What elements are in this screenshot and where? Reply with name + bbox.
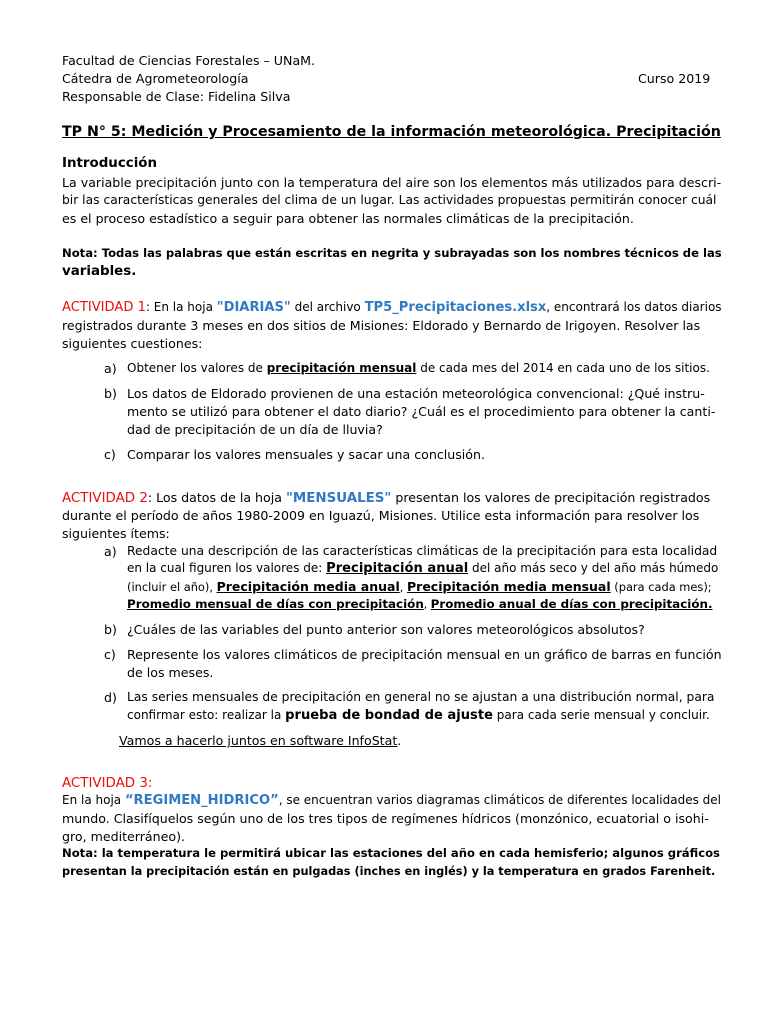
header-faculty: Facultad de Ciencias Forestales – UNaM. bbox=[62, 53, 316, 68]
act3-line-1: En la hoja “REGIMEN_HIDRICO”, se encuentran varios diagramas climáticos de diferentes localidades del bbox=[62, 793, 722, 808]
act1-c-label: c) bbox=[104, 447, 116, 462]
act1-b-line-2: mento se utilizó para obtener el dato diario? ¿Cuál es el procedimiento para obtener la canti- bbox=[127, 404, 716, 419]
infostat-note: Vamos a hacerlo juntos en software InfoStat. bbox=[119, 733, 402, 748]
nota-1-line-1: Nota: Todas las palabras que están escritas en negrita y subrayadas son los nombres técnicos de las bbox=[62, 246, 722, 260]
term-prueba-bondad-ajuste: prueba de bondad de ajuste bbox=[285, 708, 493, 723]
intro-line-3: es el proceso estadístico a seguir para obtener las normales climáticas de la precipitación. bbox=[62, 211, 634, 226]
act1-a-text: Obtener los valores de precipitación mensual de cada mes del 2014 en cada uno de los sitios. bbox=[127, 361, 710, 375]
act2-line-2: durante el período de años 1980-2009 en Iguazú, Misiones. Utilice esta información para resolver los bbox=[62, 508, 700, 523]
term-precipitacion-media-anual: Precipitación media anual bbox=[216, 579, 400, 594]
act1-line-3: siguientes cuestiones: bbox=[62, 336, 203, 351]
intro-line-2: bir las características generales del clima de un lugar. Las actividades propuestas permitirán conocer cuál bbox=[62, 193, 717, 207]
header-responsible: Responsable de Clase: Fidelina Silva bbox=[62, 89, 291, 104]
intro-line-1: La variable precipitación junto con la temperatura del aire son los elementos más utilizados para descri- bbox=[62, 175, 722, 190]
act2-sheet-name: "MENSUALES" bbox=[285, 491, 392, 506]
act1-b-label: b) bbox=[104, 386, 117, 401]
term-promedio-mensual-dias: Promedio mensual de días con precipitación bbox=[127, 597, 424, 611]
act2-d-line-2: confirmar esto: realizar la prueba de bondad de ajuste para cada serie mensual y concluir. bbox=[127, 708, 710, 723]
act2-a-line-2: en la cual figuren los valores de: Precipitación anual del año más seco y del año más húmedo bbox=[127, 561, 719, 576]
act2-b-text: ¿Cuáles de las variables del punto anterior son valores meteorológicos absolutos? bbox=[127, 622, 645, 637]
act3-line-3: gro, mediterráneo). bbox=[62, 829, 186, 844]
act3-heading: ACTIVIDAD 3: bbox=[62, 776, 153, 791]
act3-sheet-name: “REGIMEN_HIDRICO” bbox=[124, 793, 279, 808]
term-precipitacion-anual: Precipitación anual bbox=[326, 561, 469, 576]
act2-d-label: d) bbox=[104, 690, 117, 705]
intro-heading: Introducción bbox=[62, 156, 158, 171]
nota-1-line-2: variables. bbox=[62, 264, 137, 279]
act1-line-2: registrados durante 3 meses en dos sitios de Misiones: Eldorado y Bernardo de Irigoyen. Resolver las bbox=[62, 318, 701, 333]
act1-c-text: Comparar los valores mensuales y sacar una conclusión. bbox=[127, 447, 485, 462]
act1-a-label: a) bbox=[104, 361, 117, 376]
act2-a-line-3: (incluir el año), Precipitación media anual, Precipitación media mensual (para cada mes); bbox=[127, 579, 712, 594]
header-course: Curso 2019 bbox=[638, 71, 711, 86]
act3-nota-line-2: presentan la precipitación están en pulgadas (inches en inglés) y la temperatura en grados Farenheit. bbox=[62, 865, 716, 878]
page-title: TP N° 5: Medición y Procesamiento de la información meteorológica. Precipitación bbox=[62, 124, 721, 140]
act2-line-3: siguientes ítems: bbox=[62, 526, 170, 541]
act2-b-label: b) bbox=[104, 622, 117, 637]
term-precipitacion-media-mensual: Precipitación media mensual bbox=[407, 579, 611, 594]
act1-label: ACTIVIDAD 1 bbox=[62, 300, 146, 315]
term-precipitacion-mensual: precipitación mensual bbox=[266, 361, 417, 375]
act1-b-line-3: dad de precipitación de un día de lluvia? bbox=[127, 422, 383, 437]
act3-nota-line-1: Nota: la temperatura le permitirá ubicar las estaciones del año en cada hemisferio; algunos gráficos bbox=[62, 846, 720, 860]
act2-a-label: a) bbox=[104, 544, 117, 559]
act2-a-line-1: Redacte una descripción de las características climáticas de la precipitación para esta localidad bbox=[127, 544, 718, 558]
act2-label: ACTIVIDAD 2 bbox=[62, 491, 148, 506]
act2-c-line-1: Represente los valores climáticos de precipitación mensual en un gráfico de barras en función bbox=[127, 647, 722, 662]
act2-c-label: c) bbox=[104, 647, 116, 662]
act1-b-line-1: Los datos de Eldorado provienen de una estación meteorológica convencional: ¿Qué instru- bbox=[127, 386, 705, 401]
act1-sheet-name: "DIARIAS" bbox=[216, 300, 291, 315]
act2-d-line-1: Las series mensuales de precipitación en general no se ajustan a una distribución normal, para bbox=[127, 690, 715, 704]
act3-line-2: mundo. Clasifíquelos según uno de los tres tipos de regímenes hídricos (monzónico, ecuatorial o isohi- bbox=[62, 811, 709, 826]
header-chair: Cátedra de Agrometeorología bbox=[62, 71, 249, 86]
act2-c-line-2: de los meses. bbox=[127, 665, 214, 680]
act1-file-name: TP5_Precipitaciones.xlsx bbox=[364, 300, 547, 315]
act2-a-line-4: Promedio mensual de días con precipitación, Promedio anual de días con precipitación. bbox=[127, 597, 713, 611]
act1-line-1: ACTIVIDAD 1: En la hoja "DIARIAS" del archivo TP5_Precipitaciones.xlsx, encontrará los datos diarios bbox=[62, 300, 722, 315]
act3-label: ACTIVIDAD 3 bbox=[62, 776, 148, 791]
term-promedio-anual-dias: Promedio anual de días con precipitación. bbox=[430, 597, 713, 611]
act2-line-1: ACTIVIDAD 2: Los datos de la hoja "MENSUALES" presentan los valores de precipitación registrados bbox=[62, 490, 711, 506]
